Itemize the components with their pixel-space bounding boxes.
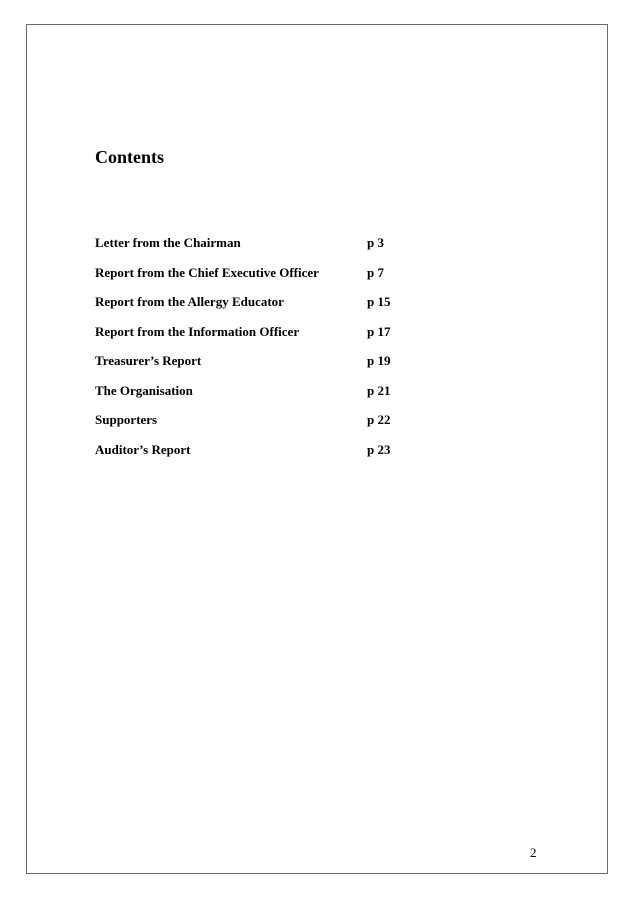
toc-entry-page: p 21	[367, 382, 391, 398]
toc-entry[interactable]	[95, 411, 415, 441]
toc-entry-title: Treasurer’s Report	[95, 353, 202, 368]
toc-entry[interactable]	[95, 441, 415, 471]
toc-entry-page: p 19	[367, 353, 391, 368]
toc-entry[interactable]	[95, 293, 415, 323]
toc-entry[interactable]	[95, 234, 415, 264]
contents-heading: Contents	[95, 147, 165, 167]
toc-entry-title: Report from the Information Officer	[95, 323, 300, 339]
toc-entry-page: p 22	[367, 412, 391, 427]
toc-entry[interactable]	[95, 382, 415, 412]
toc-entry-page: p 23	[367, 441, 391, 457]
toc-entry-page: p 15	[367, 294, 391, 309]
toc-entry-page: p 7	[367, 264, 384, 280]
toc-entry-title: Report from the Chief Executive Officer	[95, 264, 319, 280]
toc-entry[interactable]	[95, 352, 415, 382]
toc-entry-title: The Organisation	[95, 382, 193, 398]
toc-entry-title: Auditor’s Report	[95, 441, 191, 457]
table-of-contents	[95, 234, 415, 470]
page-number: 2	[530, 845, 537, 860]
toc-entry[interactable]	[95, 323, 415, 353]
toc-entry[interactable]	[95, 264, 415, 294]
toc-entry-page: p 17	[367, 323, 391, 339]
toc-entry-title: Supporters	[95, 412, 158, 427]
toc-entry-page: p 3	[367, 235, 384, 250]
toc-entry-title: Letter from the Chairman	[95, 235, 241, 250]
toc-entry-title: Report from the Allergy Educator	[95, 294, 284, 309]
